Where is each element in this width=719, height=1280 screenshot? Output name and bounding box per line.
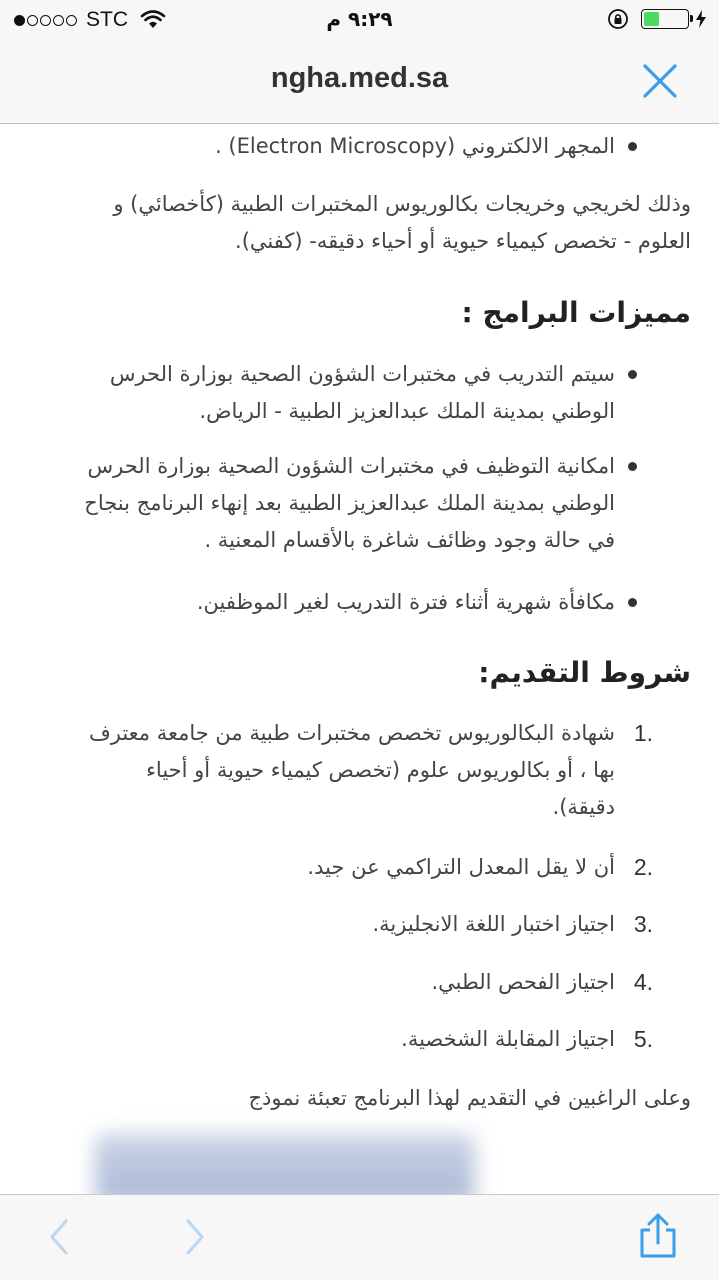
paragraph-line: العلوم - تخصص كيمياء حيوية أو أحياء دقيقه- (كفني). — [235, 229, 691, 253]
chevron-right-icon[interactable] — [174, 1217, 214, 1257]
status-right — [607, 8, 707, 30]
bottom-toolbar — [0, 1194, 719, 1280]
list-item-line: بها ، أو بكالوريوس علوم (تخصص كيمياء حيوية أو أحياء — [146, 758, 615, 782]
list-item-line: اجتياز المقابلة الشخصية. — [401, 1027, 615, 1051]
carrier-name: STC — [86, 8, 128, 31]
bullet-icon — [628, 142, 637, 151]
list-item-line: مكافأة شهرية أثناء فترة التدريب لغير الموظفين. — [196, 590, 615, 614]
bullet-icon — [628, 598, 637, 607]
list-number: 2. — [633, 854, 653, 880]
list-item-line: الوطني بمدينة الملك عبدالعزيز الطبية بعد إنهاء البرنامج بنجاح — [84, 491, 615, 515]
close-icon[interactable] — [641, 62, 679, 100]
section-heading-conditions: شروط التقديم: — [478, 656, 691, 689]
paragraph-line: وذلك لخريجي وخريجات بكالوريوس المختبرات الطبية (كأخصائي) و — [113, 192, 691, 216]
charging-bolt-icon — [695, 9, 707, 29]
list-item-line: دقيقة). — [552, 795, 615, 819]
list-item-line: سيتم التدريب في مختبرات الشؤون الصحية بوزارة الحرس — [109, 362, 615, 386]
page-content — [0, 124, 719, 1194]
battery-icon — [641, 9, 689, 29]
list-number: 1. — [633, 720, 653, 746]
status-clock: ٩:٢٩ م — [326, 7, 393, 31]
list-item-line: شهادة البكالوريوس تخصص مختبرات طبية من جامعة معترف — [88, 721, 615, 745]
list-number: 4. — [633, 969, 653, 995]
list-item-line: في حالة وجود وظائف شاغرة بالأقسام المعنية . — [204, 528, 615, 552]
chevron-left-icon[interactable] — [40, 1217, 80, 1257]
status-bar — [0, 0, 719, 40]
list-item-line: أن لا يقل المعدل التراكمي عن جيد. — [307, 855, 615, 879]
closing-paragraph: وعلى الراغبين في التقديم لهذا البرنامج تعبئة نموذج — [248, 1086, 691, 1110]
bullet-icon — [628, 370, 637, 379]
list-item-line: اجتياز الفحص الطبي. — [431, 970, 615, 994]
page-url[interactable]: ngha.med.sa — [270, 62, 449, 94]
list-number: 3. — [633, 911, 653, 937]
section-heading-features: مميزات البرامج : — [461, 296, 691, 329]
list-item-line: اجتياز اختبار اللغة الانجليزية. — [372, 912, 615, 936]
list-item-line: امكانية التوظيف في مختبرات الشؤون الصحية بوزارة الحرس — [87, 454, 615, 478]
rotation-lock-icon — [607, 8, 629, 30]
blurred-image — [95, 1134, 475, 1194]
list-item-line: الوطني بمدينة الملك عبدالعزيز الطبية - الرياض. — [199, 399, 615, 423]
battery-level — [644, 12, 659, 26]
list-item: المجهر الالكتروني (Electron Microscopy) . — [215, 134, 615, 158]
list-number: 5. — [633, 1026, 653, 1052]
browser-header — [0, 40, 719, 124]
bullet-icon — [628, 462, 637, 471]
share-icon[interactable] — [636, 1213, 680, 1259]
